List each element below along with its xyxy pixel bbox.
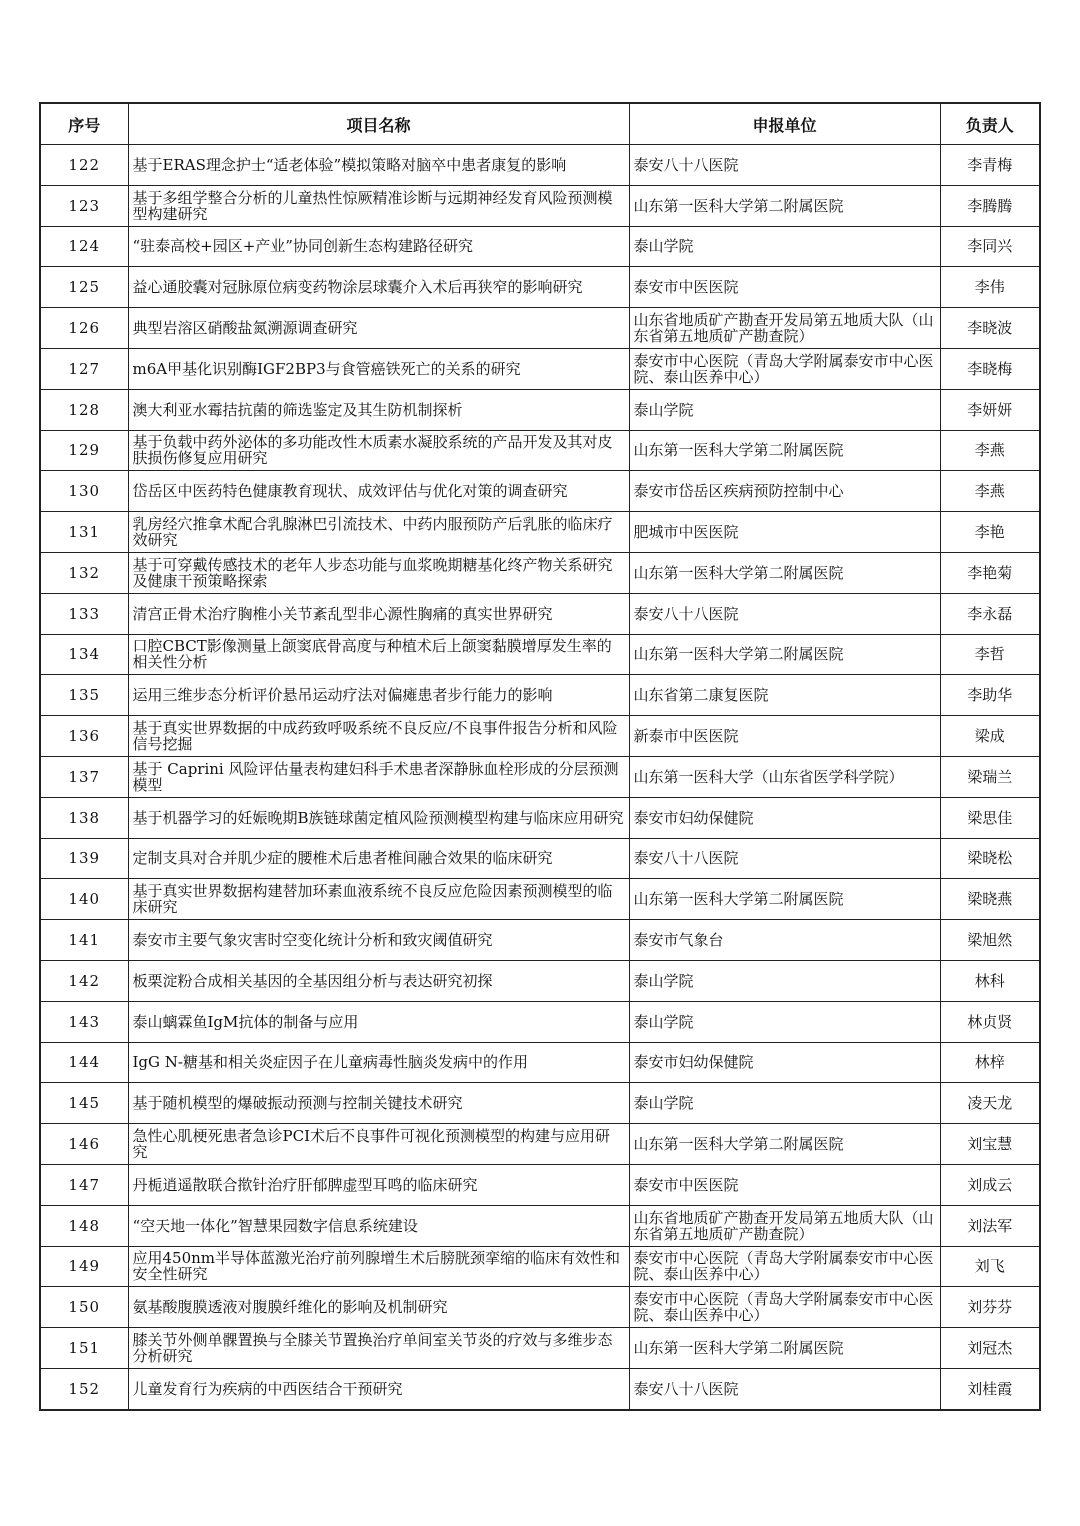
serial-number-cell: 140 (40, 879, 128, 920)
header-project-name: 项目名称 (128, 103, 629, 145)
project-leader-cell: 梁晓松 (940, 838, 1040, 879)
applicant-unit-cell: 山东第一医科大学第二附属医院 (629, 1328, 940, 1369)
project-name-cell: 口腔CBCT影像测量上颌窦底骨高度与种植术后上颌窦黏膜增厚发生率的相关性分析 (128, 634, 629, 675)
applicant-unit-cell: 泰安市妇幼保健院 (629, 797, 940, 838)
project-leader-cell: 李腾腾 (940, 185, 1040, 226)
project-name-cell: 基于负载中药外泌体的多功能改性木质素水凝胶系统的产品开发及其对皮肤损伤修复应用研究 (128, 430, 629, 471)
table-row (40, 389, 1040, 430)
applicant-unit-cell: 泰山学院 (629, 1083, 940, 1124)
project-name-cell: 氨基酸腹膜透液对腹膜纤维化的影响及机制研究 (128, 1287, 629, 1328)
project-name-cell: 运用三维步态分析评价悬吊运动疗法对偏瘫患者步行能力的影响 (128, 675, 629, 716)
serial-number-cell: 137 (40, 756, 128, 797)
serial-number-cell: 127 (40, 348, 128, 389)
project-leader-cell: 李艳 (940, 512, 1040, 553)
applicant-unit-cell: 泰山学院 (629, 226, 940, 267)
project-leader-cell: 刘飞 (940, 1246, 1040, 1287)
project-leader-cell: 林科 (940, 960, 1040, 1001)
project-name-cell: “空天地一体化”智慧果园数字信息系统建设 (128, 1205, 629, 1246)
serial-number-cell: 123 (40, 185, 128, 226)
applicant-unit-cell: 泰安八十八医院 (629, 145, 940, 186)
project-leader-cell: 林贞贤 (940, 1001, 1040, 1042)
project-leader-cell: 李妍妍 (940, 389, 1040, 430)
project-leader-cell: 李伟 (940, 267, 1040, 308)
project-leader-cell: 刘桂霞 (940, 1368, 1040, 1409)
applicant-unit-cell: 泰安市中心医院（青岛大学附属泰安市中心医院、泰山医养中心） (629, 1246, 940, 1287)
project-name-cell: 基于多组学整合分析的儿童热性惊厥精准诊断与远期神经发育风险预测模型构建研究 (128, 185, 629, 226)
project-leader-cell: 李哲 (940, 634, 1040, 675)
serial-number-cell: 143 (40, 1001, 128, 1042)
header-applicant-unit: 申报单位 (629, 103, 940, 145)
table-row (40, 1328, 1040, 1369)
project-name-cell: “驻泰高校+园区+产业”协同创新生态构建路径研究 (128, 226, 629, 267)
serial-number-cell: 145 (40, 1083, 128, 1124)
serial-number-cell: 152 (40, 1368, 128, 1409)
serial-number-cell: 150 (40, 1287, 128, 1328)
serial-number-cell: 136 (40, 716, 128, 757)
project-name-cell: 典型岩溶区硝酸盐氮溯源调查研究 (128, 308, 629, 349)
table-row (40, 675, 1040, 716)
applicant-unit-cell: 山东省地质矿产勘查开发局第五地质大队（山东省第五地质矿产勘查院） (629, 1205, 940, 1246)
project-name-cell: 急性心肌梗死患者急诊PCI术后不良事件可视化预测模型的构建与应用研究 (128, 1124, 629, 1165)
project-name-cell: 板栗淀粉合成相关基因的全基因组分析与表达研究初探 (128, 960, 629, 1001)
project-name-cell: 基于真实世界数据构建替加环素血液系统不良反应危险因素预测模型的临床研究 (128, 879, 629, 920)
project-leader-cell: 李燕 (940, 430, 1040, 471)
project-table (39, 102, 1041, 1411)
applicant-unit-cell: 山东省地质矿产勘查开发局第五地质大队（山东省第五地质矿产勘查院） (629, 308, 940, 349)
applicant-unit-cell: 山东第一医科大学第二附属医院 (629, 552, 940, 593)
serial-number-cell: 124 (40, 226, 128, 267)
project-name-cell: m6A甲基化识别酶IGF2BP3与食管癌铁死亡的关系的研究 (128, 348, 629, 389)
applicant-unit-cell: 泰安市中心医院（青岛大学附属泰安市中心医院、泰山医养中心） (629, 348, 940, 389)
table-row (40, 1287, 1040, 1328)
project-name-cell: 基于ERAS理念护士“适老体验”模拟策略对脑卒中患者康复的影响 (128, 145, 629, 186)
applicant-unit-cell: 山东第一医科大学第二附属医院 (629, 185, 940, 226)
project-leader-cell: 李助华 (940, 675, 1040, 716)
table-row (40, 838, 1040, 879)
serial-number-cell: 149 (40, 1246, 128, 1287)
project-name-cell: 膝关节外侧单髁置换与全膝关节置换治疗单间室关节炎的疗效与多维步态分析研究 (128, 1328, 629, 1369)
applicant-unit-cell: 泰安八十八医院 (629, 838, 940, 879)
table-row (40, 308, 1040, 349)
table-row (40, 226, 1040, 267)
table-row (40, 879, 1040, 920)
applicant-unit-cell: 泰安市中医医院 (629, 267, 940, 308)
table-row (40, 756, 1040, 797)
project-name-cell: 泰安市主要气象灾害时空变化统计分析和致灾阈值研究 (128, 920, 629, 961)
project-name-cell: 清宫正骨术治疗胸椎小关节紊乱型非心源性胸痛的真实世界研究 (128, 593, 629, 634)
project-leader-cell: 李同兴 (940, 226, 1040, 267)
project-name-cell: 基于机器学习的妊娠晚期B族链球菌定植风险预测模型构建与临床应用研究 (128, 797, 629, 838)
serial-number-cell: 142 (40, 960, 128, 1001)
table-header (40, 103, 1040, 145)
project-leader-cell: 刘宝慧 (940, 1124, 1040, 1165)
applicant-unit-cell: 山东第一医科大学（山东省医学科学院） (629, 756, 940, 797)
applicant-unit-cell: 泰安八十八医院 (629, 593, 940, 634)
applicant-unit-cell: 泰安市岱岳区疾病预防控制中心 (629, 471, 940, 512)
serial-number-cell: 133 (40, 593, 128, 634)
applicant-unit-cell: 泰山学院 (629, 960, 940, 1001)
serial-number-cell: 135 (40, 675, 128, 716)
project-leader-cell: 梁晓燕 (940, 879, 1040, 920)
serial-number-cell: 130 (40, 471, 128, 512)
applicant-unit-cell: 泰安市妇幼保健院 (629, 1042, 940, 1083)
serial-number-cell: 148 (40, 1205, 128, 1246)
serial-number-cell: 134 (40, 634, 128, 675)
table-row (40, 145, 1040, 186)
table-row (40, 471, 1040, 512)
table-body (40, 145, 1040, 1410)
project-leader-cell: 刘法军 (940, 1205, 1040, 1246)
project-name-cell: 定制支具对合并肌少症的腰椎术后患者椎间融合效果的临床研究 (128, 838, 629, 879)
project-leader-cell: 李永磊 (940, 593, 1040, 634)
applicant-unit-cell: 新泰市中医医院 (629, 716, 940, 757)
project-leader-cell: 李青梅 (940, 145, 1040, 186)
applicant-unit-cell: 山东第一医科大学第二附属医院 (629, 879, 940, 920)
table-row (40, 512, 1040, 553)
applicant-unit-cell: 山东省第二康复医院 (629, 675, 940, 716)
applicant-unit-cell: 山东第一医科大学第二附属医院 (629, 1124, 940, 1165)
table-row (40, 1368, 1040, 1409)
table-row (40, 1001, 1040, 1042)
table-row (40, 1246, 1040, 1287)
table-row (40, 920, 1040, 961)
table-row (40, 1042, 1040, 1083)
table-row (40, 267, 1040, 308)
project-leader-cell: 梁成 (940, 716, 1040, 757)
applicant-unit-cell: 泰山学院 (629, 389, 940, 430)
table-row (40, 960, 1040, 1001)
project-leader-cell: 李晓梅 (940, 348, 1040, 389)
serial-number-cell: 151 (40, 1328, 128, 1369)
project-name-cell: 基于可穿戴传感技术的老年人步态功能与血浆晚期糖基化终产物关系研究及健康干预策略探索 (128, 552, 629, 593)
project-name-cell: IgG N-糖基和相关炎症因子在儿童病毒性脑炎发病中的作用 (128, 1042, 629, 1083)
header-project-leader: 负责人 (940, 103, 1040, 145)
project-name-cell: 基于真实世界数据的中成药致呼吸系统不良反应/不良事件报告分析和风险信号挖掘 (128, 716, 629, 757)
project-name-cell: 益心通胶囊对冠脉原位病变药物涂层球囊介入术后再狭窄的影响研究 (128, 267, 629, 308)
applicant-unit-cell: 山东第一医科大学第二附属医院 (629, 430, 940, 471)
project-name-cell: 澳大利亚水霉拮抗菌的筛选鉴定及其生防机制探析 (128, 389, 629, 430)
applicant-unit-cell: 泰安市中心医院（青岛大学附属泰安市中心医院、泰山医养中心） (629, 1287, 940, 1328)
table-row (40, 430, 1040, 471)
project-leader-cell: 李燕 (940, 471, 1040, 512)
project-name-cell: 丹栀逍遥散联合揿针治疗肝郁脾虚型耳鸣的临床研究 (128, 1164, 629, 1205)
serial-number-cell: 122 (40, 145, 128, 186)
table-row (40, 593, 1040, 634)
project-name-cell: 基于随机模型的爆破振动预测与控制关键技术研究 (128, 1083, 629, 1124)
header-row (40, 103, 1040, 145)
project-leader-cell: 刘成云 (940, 1164, 1040, 1205)
table-row (40, 348, 1040, 389)
table-row (40, 1083, 1040, 1124)
applicant-unit-cell: 泰山学院 (629, 1001, 940, 1042)
table-row (40, 634, 1040, 675)
table-row (40, 1205, 1040, 1246)
project-name-cell: 岱岳区中医药特色健康教育现状、成效评估与优化对策的调查研究 (128, 471, 629, 512)
table-row (40, 1124, 1040, 1165)
project-leader-cell: 梁旭然 (940, 920, 1040, 961)
table-row (40, 552, 1040, 593)
header-serial-number: 序号 (40, 103, 128, 145)
applicant-unit-cell: 泰安八十八医院 (629, 1368, 940, 1409)
project-leader-cell: 刘芬芬 (940, 1287, 1040, 1328)
applicant-unit-cell: 泰安市气象台 (629, 920, 940, 961)
serial-number-cell: 131 (40, 512, 128, 553)
applicant-unit-cell: 山东第一医科大学第二附属医院 (629, 634, 940, 675)
project-leader-cell: 刘冠杰 (940, 1328, 1040, 1369)
serial-number-cell: 141 (40, 920, 128, 961)
serial-number-cell: 139 (40, 838, 128, 879)
table-row (40, 1164, 1040, 1205)
serial-number-cell: 132 (40, 552, 128, 593)
project-leader-cell: 梁思佳 (940, 797, 1040, 838)
serial-number-cell: 144 (40, 1042, 128, 1083)
project-leader-cell: 李晓波 (940, 308, 1040, 349)
applicant-unit-cell: 泰安市中医医院 (629, 1164, 940, 1205)
applicant-unit-cell: 肥城市中医医院 (629, 512, 940, 553)
project-name-cell: 泰山螭霖鱼IgM抗体的制备与应用 (128, 1001, 629, 1042)
serial-number-cell: 128 (40, 389, 128, 430)
project-leader-cell: 林梓 (940, 1042, 1040, 1083)
serial-number-cell: 147 (40, 1164, 128, 1205)
project-name-cell: 基于 Caprini 风险评估量表构建妇科手术患者深静脉血栓形成的分层预测模型 (128, 756, 629, 797)
serial-number-cell: 126 (40, 308, 128, 349)
table-row (40, 716, 1040, 757)
serial-number-cell: 125 (40, 267, 128, 308)
table-row (40, 797, 1040, 838)
project-leader-cell: 凌天龙 (940, 1083, 1040, 1124)
serial-number-cell: 146 (40, 1124, 128, 1165)
project-leader-cell: 李艳菊 (940, 552, 1040, 593)
project-leader-cell: 梁瑞兰 (940, 756, 1040, 797)
table-row (40, 185, 1040, 226)
serial-number-cell: 129 (40, 430, 128, 471)
project-name-cell: 乳房经穴推拿术配合乳腺淋巴引流技术、中药内服预防产后乳胀的临床疗效研究 (128, 512, 629, 553)
project-name-cell: 应用450nm半导体蓝激光治疗前列腺增生术后膀胱颈挛缩的临床有效性和安全性研究 (128, 1246, 629, 1287)
serial-number-cell: 138 (40, 797, 128, 838)
project-name-cell: 儿童发育行为疾病的中西医结合干预研究 (128, 1368, 629, 1409)
